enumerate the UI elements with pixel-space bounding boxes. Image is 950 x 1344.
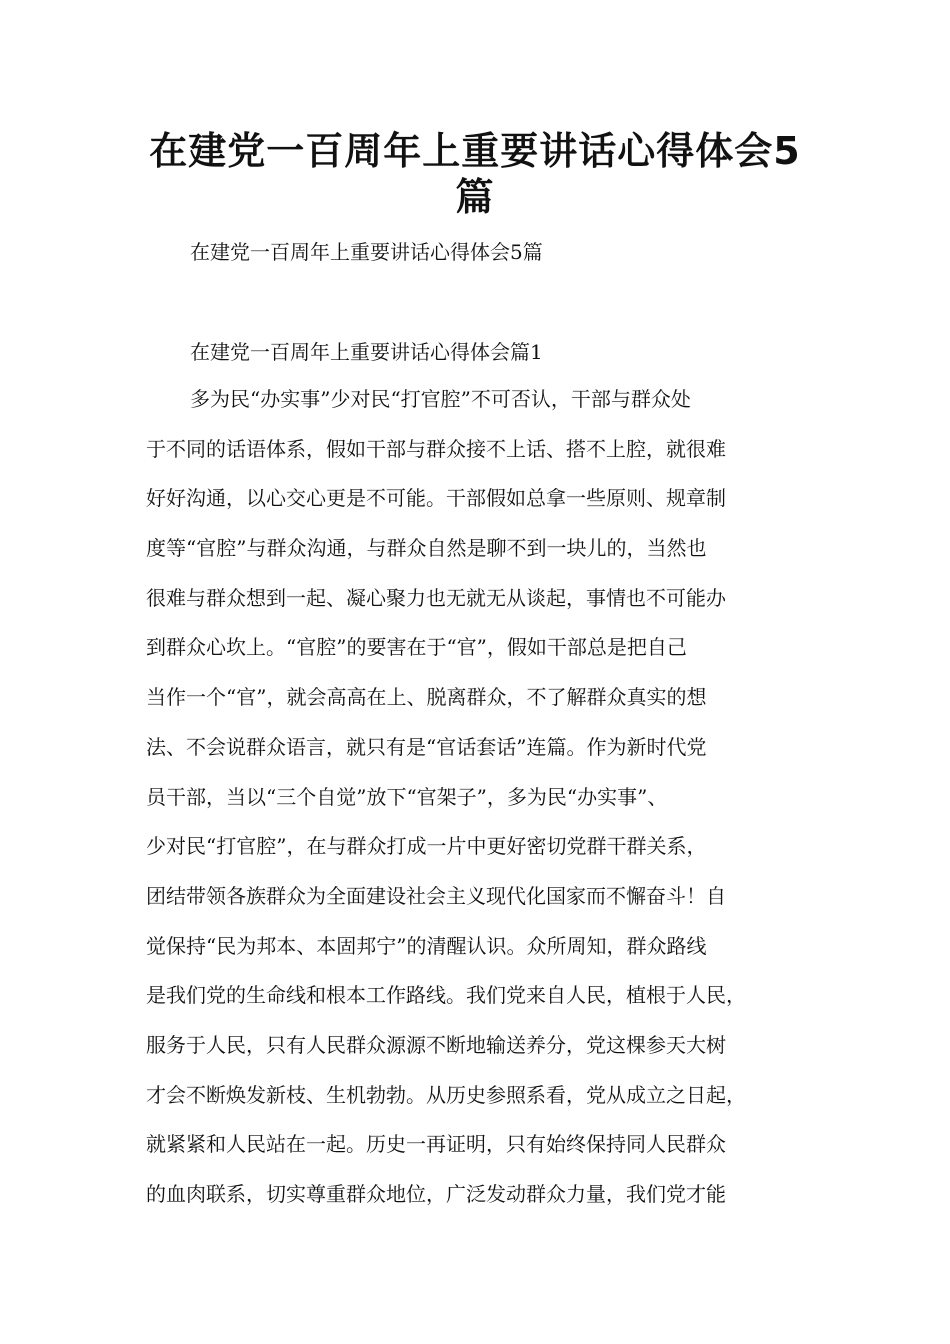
body-line: 法、不会说群众语言，就只有是“官话套话”连篇。作为新时代党 — [146, 734, 707, 759]
body-line: 度等“官腔”与群众沟通，与群众自然是聊不到一块儿的，当然也 — [146, 536, 707, 561]
body-line: 是我们党的生命线和根本工作路线。我们党来自人民，植根于人民， — [146, 983, 746, 1008]
body-line: 才会不断焕发新枝、生机勃勃。从历史参照系看，党从成立之日起， — [146, 1082, 746, 1107]
body-line: 当作一个“官”，就会高高在上、脱离群众，不了解群众真实的想 — [146, 685, 707, 710]
body-line: 少对民“打官腔”，在与群众打成一片中更好密切党群干群关系， — [146, 834, 707, 859]
body-line: 服务于人民，只有人民群众源源不断地输送养分，党这棵参天大树 — [146, 1032, 726, 1057]
body-line: 就紧紧和人民站在一起。历史一再证明，只有始终保持同人民群众 — [146, 1132, 726, 1157]
body-paragraph — [146, 382, 826, 1227]
body-line: 团结带领各族群众为全面建设社会主义现代化国家而不懈奋斗！自 — [146, 883, 726, 908]
body-line: 好好沟通，以心交心更是不可能。干部假如总拿一些原则、规章制 — [146, 486, 726, 511]
body-line: 的血肉联系，切实尊重群众地位，广泛发动群众力量，我们党才能 — [146, 1182, 726, 1206]
body-line: 觉保持“民为邦本、本固邦宁”的清醒认识。众所周知，群众路线 — [146, 933, 707, 958]
document-subtitle: 在建党一百周年上重要讲话心得体会5篇 — [190, 240, 543, 264]
document-title: 在建党一百周年上重要讲话心得体会5篇 — [149, 129, 801, 219]
body-line: 于不同的话语体系，假如干部与群众接不上话、搭不上腔，就很难 — [146, 436, 726, 461]
body-line: 多为民“办实事”少对民“打官腔”不可否认，干部与群众处 — [190, 387, 691, 411]
section-heading: 在建党一百周年上重要讲话心得体会篇1 — [190, 340, 543, 364]
body-line: 很难与群众想到一起、凝心聚力也无就无从谈起，事情也不可能办 — [146, 585, 726, 610]
body-line: 到群众心坎上。“官腔”的要害在于“官”，假如干部总是把自己 — [146, 635, 687, 660]
body-line: 员干部，当以“三个自觉”放下“官架子”，多为民“办实事”、 — [146, 784, 668, 809]
